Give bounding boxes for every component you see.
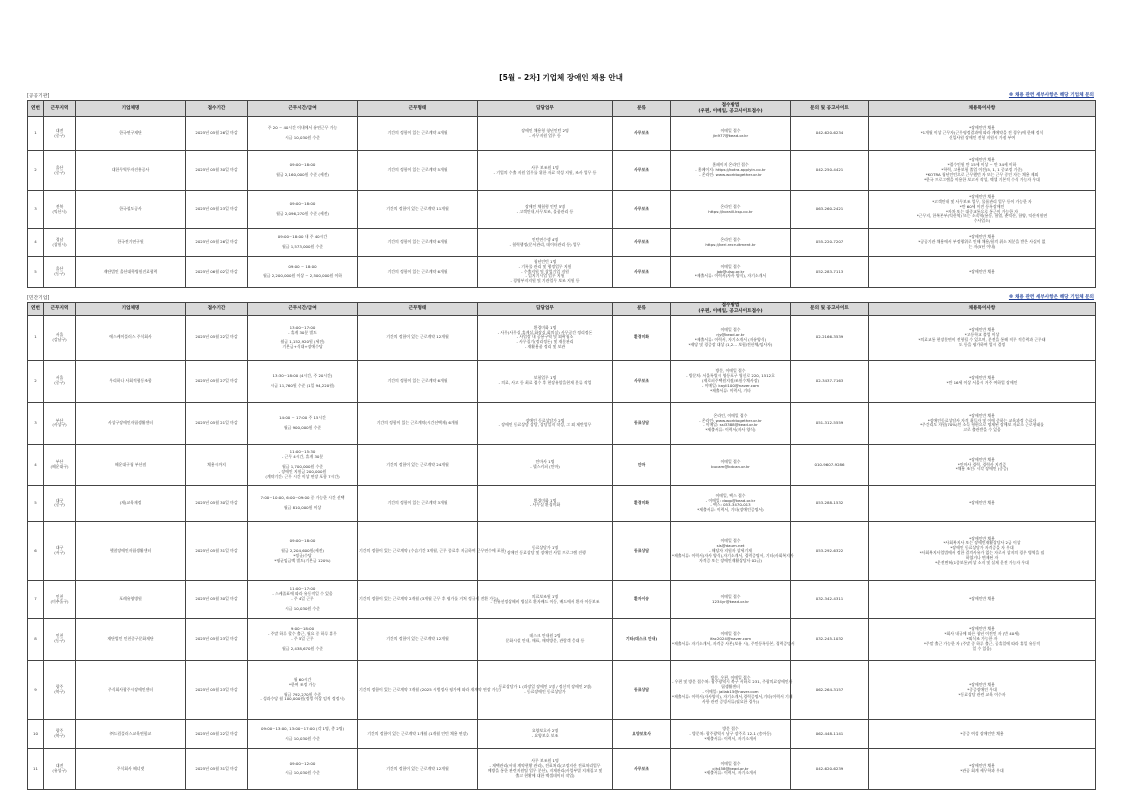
cell-region: 광주 (북구)	[44, 720, 76, 749]
cell-period: 2025년 05월 27일 마감	[186, 360, 248, 402]
cell-period: 2025년 05월 26일 마감	[186, 117, 248, 151]
cell-duty: 사무 보조원 1명 - 기업의 수출 지원 업무를 위한 자료 작성 지원, 조사 업무 등	[478, 151, 613, 191]
cell-contact: 063-260-2421	[791, 191, 869, 229]
cell-period: 2025년 05월 26일 마감	[186, 229, 248, 257]
cell-apply: 이메일 접수 1234yr@kead.or.kr	[671, 581, 791, 618]
cell-no: 2	[28, 360, 44, 402]
cell-type: 기간의 정함이 있는 근로계약 12개월	[358, 748, 478, 789]
cell-category: 사무보조	[613, 191, 671, 229]
header-pay: 근무시간/급여	[248, 303, 358, 316]
private-jobs-table	[27, 302, 1096, 790]
cell-pay: 09:00~12:00 시급 10,030원 수준	[248, 748, 358, 789]
cell-type: 기간의 정함이 있는 근로계약 (수습기간 3개월, 근무 종료후 지급하여 근무연수에 포함)	[358, 521, 478, 581]
cell-contact: 062-264-3157	[791, 660, 869, 720]
cell-note: *중증 여성 장애인만 채용	[869, 720, 1096, 749]
table-row	[28, 445, 1096, 486]
header-region: 근무지역	[44, 303, 76, 316]
cell-region: 대구 (중구)	[44, 485, 76, 521]
cell-contact: 02-3437-7163	[791, 360, 869, 402]
cell-period: 2025년 05월 30일 마감	[186, 485, 248, 521]
cell-note: *장애인만 채용 *만 16세 이상 서울시 거주 여하업 장애인	[869, 360, 1096, 402]
cell-company: 우리하나 사회적협동조합	[76, 360, 186, 402]
cell-note: *장애인만 채용 *공공기관 채용에서 부정행위로 인해 채용/합격 취소 처분을 받은 사실이 없 는 자(5년 이내)	[869, 229, 1096, 257]
header-apply: 접수방법 (우편, 이메일, 공고사이트접수)	[671, 101, 791, 117]
table-row	[28, 748, 1096, 789]
cell-no: 4	[28, 229, 44, 257]
cell-type: 기간의 정함이 있는 근로계약 5개월	[358, 151, 478, 191]
cell-apply: 방문 접수 - 방문처: 광주광역시 남구 장주로 12-1 (송아동) *제출서류: 이력서, 자기소개서	[671, 720, 791, 749]
cell-duty: 의료보조원 1명 - 건유선정상해비 병실로 환자배드 이동, 배드에서 환자 이동보조	[478, 581, 613, 618]
cell-duty: 장애인 채용형 청년인턴 2명 - 사무지원 업무 등	[478, 117, 613, 151]
cell-apply: 이메일, 팩스 접수 - 이메일: daqp@kead.or.kr - 팩스: 053-3470-013 *제출서류: 이력서, 기타(장애인증명서)	[671, 485, 791, 521]
cell-period: 2025년 05월 22일 마감	[186, 720, 248, 749]
cell-duty: 동료상담가 1 (과장일 장애인 1명 / 정신적 장애인 2명) - 동료장애인 동료상담가	[478, 660, 613, 720]
cell-category: 환경미화	[613, 485, 671, 521]
cell-apply: 이메일 접수 job@ulsp.or.kr *제출서류: 이력서(자사 양식), 자기소개서	[671, 257, 791, 288]
cell-pay: 7:00~10:00, 6:00~09:00 중 가능한 시간 선택 월급 810,000원 이상	[248, 485, 358, 521]
public-section-label: [공공기관]	[27, 94, 50, 99]
cell-contact: 051-312-5559	[791, 402, 869, 444]
cell-contact: 010-9607-9286	[791, 445, 869, 486]
cell-apply: 온라인 접수 https://koraill.ksp.co.kr	[671, 191, 791, 229]
cell-period: 2025년 05월 21일 마감	[186, 402, 248, 444]
cell-type: 기간의 정함이 있는 근로계약 12개월	[358, 316, 478, 361]
cell-type: 기간의 정함이 있는 근로계약 11개월	[358, 191, 478, 229]
header-duty: 담당업무	[478, 101, 613, 117]
header-note: 채용특이사항	[869, 303, 1096, 316]
cell-type: 기간의 정함이 있는 근로계약 3개월	[358, 485, 478, 521]
header-no: 연번	[28, 303, 44, 316]
header-contact: 문의 및 공고사이트	[791, 303, 869, 316]
cell-company: 대한무역투자진흥공사	[76, 151, 186, 191]
cell-note: *장애인만 채용 *접수인원 만 15세 이상 ~ 만 34세 이하 *학력, 고용보험 졸업 이전(5, 1, 1 중교정 기준) *KOTRA 청년인턴으로 근무했던 자 또는 근무 중인 자는 채용 제외 *한국 프로그램을 이용한 보고서 작성, 엑셀 기본적 수식 가능자 우대	[869, 151, 1096, 191]
cell-no: 5	[28, 485, 44, 521]
cell-region: 울산 (중구)	[44, 151, 76, 191]
cell-apply: 이메일 접수 jin977@kead.or.kr	[671, 117, 791, 151]
cell-company: 주식회사광주시장애인센터	[76, 660, 186, 720]
cell-apply: 이메일 접수 rjy@kead.or.kr *제출서류: 이력서, 자기소개서 (자유양식) *제당 및 경증장 대상 (1,2... 보험/전산체/임사자)	[671, 316, 791, 361]
table-row	[28, 316, 1096, 361]
cell-note: *장애인만 채용 *중증장애인 우대 *동료상담 관련 교육 이수자	[869, 660, 1096, 720]
cell-pay: 09:00~13:00, 13:00~17:00 (각 1명, 총 2명) 시급 10,030원 수준	[248, 720, 358, 749]
table-row	[28, 660, 1096, 720]
cell-no: 4	[28, 445, 44, 486]
cell-category: 동료상담	[613, 660, 671, 720]
header-company: 기업체명	[76, 303, 186, 316]
cell-region: 대전 (중구)	[44, 117, 76, 151]
cell-note: *장애인만 채용	[869, 485, 1096, 521]
cell-duty: 장애인 체험형 인턴 5명 - 고객안내,사무보조, 물품관리 등	[478, 191, 613, 229]
cell-contact: 052-283-7113	[791, 257, 869, 288]
cell-category: 안마	[613, 445, 671, 486]
cell-no: 3	[28, 402, 44, 444]
header-pay: 근무시간/급여	[248, 101, 358, 117]
cell-contact: 042-620-6239	[791, 748, 869, 789]
cell-type: 기간의 정함이 있는 근로계약 1개월 (1개월 인턴 채용 연장)	[358, 720, 478, 749]
cell-type: 기간의 정함이 있는 근로계약 12개월	[358, 618, 478, 660]
cell-note: *장애인만 채용 *안마사 경력, 경력사 지격증 *채용 조건: 시각 장애인 (중증)	[869, 445, 1096, 486]
cell-category: 환경미화	[613, 316, 671, 361]
cell-pay: 13:30~18:00 (4시간, 주 20시간) 시급 11,760원 수준 (1일 94,220원)	[248, 360, 358, 402]
cell-note: *장애인만 채용	[869, 581, 1096, 618]
table-row	[28, 229, 1096, 257]
cell-duty: 장애인 동료상담가 2명 - 장애인 동료상담 상담, 상담일지 작성, 그 외 제반업무	[478, 402, 613, 444]
cell-company: 에스케이플러스 주식회사	[76, 316, 186, 361]
header-period: 접수기간	[186, 303, 248, 316]
cell-duty: 인턴연수생 4명 - 협력행정(문서관리, 데이터관리 등) 업무	[478, 229, 613, 257]
public-jobs-table	[27, 100, 1096, 288]
cell-type: 기간의 정함이 있는 근로계약(시간선택제) 6개월	[358, 402, 478, 444]
cell-category: 요양보호사	[613, 720, 671, 749]
cell-company: 포레유영병원	[76, 581, 186, 618]
cell-type: 기간의 정함이 있는 근로계약 6개월	[358, 257, 478, 288]
cell-company: 해운대구청 부산점	[76, 445, 186, 486]
cell-region: 인천 (동구)	[44, 618, 76, 660]
table-row	[28, 402, 1096, 444]
cell-no: 7	[28, 581, 44, 618]
cell-note: *장애인만 채용 *관공 회계 세무학과 우대	[869, 748, 1096, 789]
table-row	[28, 521, 1096, 581]
table-row	[28, 618, 1096, 660]
cell-pay: 13:00~17:00 - 휴게 30분 별도 월급 1,152,920원 (세전) 기본급+식대+장애수당	[248, 316, 358, 361]
cell-company: 한국연구재단	[76, 117, 186, 151]
cell-note: *장애인만 채용 *고객안내 및 사무보조 업무, 물품관리 업무 등이 가능한 자 *만 60세 이전 등록장애인 *자차 또는 대중교통으로 통근이 가능한 자 *근무지, 한복본부(익산역) 또는 소속역(용동, 함열, 춘익산, 함양, 익산직원연 수사업소)	[869, 191, 1096, 229]
cell-duty: 동료상담가 1명 - 장애인 동료상담 및 장애인 사업 프로그램 진행	[478, 521, 613, 581]
cell-duty: 안마사 1명 - 헬스키퍼 (안마)	[478, 445, 613, 486]
cell-contact: 032-245-1032	[791, 618, 869, 660]
cell-category: 기타(데스크 안내)	[613, 618, 671, 660]
cell-apply: 방문, 우편, 이메일 접수 - 우편 및 방문 접수처: 광주광역시 북구 서하로 231, 주광의료장애인자 립생활센터 - 이메일: jailab15@naver.com *제출서류: 이력서(자사양식), 자기소개서,경력증명서,기타(이력서 기재 사항 관련 증빙서류(필요한 경우))	[671, 660, 791, 720]
cell-category: 동료상담	[613, 402, 671, 444]
cell-duty: 환경미화 1명 - 사무(사무실,휴게실,화장실,회의실) 사무공간 정리정돈 - 사업장 내 공용구역 및 외곽청소 - 사무집기(정리정돈) 및 재분관리 - 재활용품 정리 및 보관	[478, 316, 613, 361]
cell-apply: 이메일 접수 ifac2024@naver.com *제출서류: 자기소개서, 자격증 사본(보유 시), 주민등록등본, 경력증명서	[671, 618, 791, 660]
cell-category: 사무보조	[613, 360, 671, 402]
cell-no: 11	[28, 748, 44, 789]
table-row	[28, 257, 1096, 288]
cell-duty: 요양보호사 2명 - 요양보호 보조	[478, 720, 613, 749]
cell-contact: 042-250-4421	[791, 151, 869, 191]
cell-category: 환자이송	[613, 581, 671, 618]
cell-region: 부산 (해운대구)	[44, 445, 76, 486]
cell-note: *장애인만 채용 *사회복지사 또는 장애인재활상담사 2급 이상 *장애인 동료상담가 자격증을 자 우대 *사회복지사업법에서 정한 결격사유가 없는 자로서 상지의 경우 병역을 필 하였거나 면제된 자 *운전면허(1종보통)이상 소지 및 실제 운전 가능자 우대	[869, 521, 1096, 581]
cell-type: 기간의 정함이 있는 근로계약 24개월	[358, 445, 478, 486]
cell-duty: 데스크 안내원 2명 문화시설 안내, 매표, 매약방문, 관람객 응대 등	[478, 618, 613, 660]
cell-apply: 홈페이지 온라인 접수 - 홈페이지: https://kotra.applyin.co.kr - 온라인: www.worktogether.or.kr	[671, 151, 791, 191]
cell-company: 한국철도공사	[76, 191, 186, 229]
cell-duty: 보험업무 1명 - 의료, 사고 등 최료 접수 후 현장유암을현재 분류 작업	[478, 360, 613, 402]
header-apply: 접수방법 (우편, 이메일, 공고사이트접수)	[671, 303, 791, 316]
cell-pay: 주 20 ~ 40시간 이내에서 유연근무 가능 시급 10,030원 수준	[248, 117, 358, 151]
cell-type: 기간의 정함이 있는 근로계약 6개월	[358, 360, 478, 402]
cell-no: 3	[28, 191, 44, 229]
table-row	[28, 117, 1096, 151]
cell-duty: 환경미화 1명 - 사무실 환경미화	[478, 485, 613, 521]
table-row	[28, 720, 1096, 749]
table-row	[28, 485, 1096, 521]
cell-pay: 09:00~18:00 월급 2,096,270원 수준 (세전)	[248, 191, 358, 229]
cell-note: *장애인만 채용 *회사 내규에 따른 청년 이전인 자 (만 40세) *외식조 가능한 자 *주말 출근 가능한 자 (주말 중 하루 출근, 공휴일에 따라 휴일 유동적 일 수 있음)	[869, 618, 1096, 660]
cell-region: 광주 (북구)	[44, 660, 76, 720]
header-category: 분류	[613, 101, 671, 117]
cell-period: 2025년 05월 23일 마감	[186, 660, 248, 720]
cell-contact: 042-620-6234	[791, 117, 869, 151]
cell-period: 2025년 05월 22일 마감	[186, 316, 248, 361]
header-period: 접수기간	[186, 101, 248, 117]
table-row	[28, 581, 1096, 618]
cell-note: *장애인만 채용 *장애인동료상담사 자격 취득자 및 이에 준하는 교육과정 수료자 *주간리도 자원(70%)인 소득 형편으로 명제된 장애보 자료소 근로형태를 고로 출관받을 수 있음	[869, 402, 1096, 444]
cell-company: 재단법인 인천중구문화재단	[76, 618, 186, 660]
cell-region: 경남 (창원시)	[44, 229, 76, 257]
cell-pay: 11:00~15:30 - 근무 4시간, 휴게 30분 월급 1,700,000원 수준 - 장애인 지원금 200,000원 (계약기간: 근무 시간 이상 연장 포함 7시간)	[248, 445, 358, 486]
cell-contact: 055-220-7207	[791, 229, 869, 257]
header-note: 채용특이사항	[869, 101, 1096, 117]
cell-period: 2025년 05월 30일 마감	[186, 151, 248, 191]
public-section-note: ※ 채용 관련 세부사항은 해당 기업체 문의	[1008, 93, 1094, 98]
cell-period: 2025년 05월 31일 마감	[186, 521, 248, 581]
cell-contact: 053-292-6322	[791, 521, 869, 581]
cell-category: 동료상담	[613, 521, 671, 581]
cell-pay: 11:00~17:00 - 스케줄표에 따라 유동적일 수 있음 - 주 4일 근무 시급 10,030원 수준	[248, 581, 358, 618]
cell-company: ㈜드림플러스교육연합교	[76, 720, 186, 749]
header-no: 연번	[28, 101, 44, 117]
cell-region: 부산 (사상구)	[44, 402, 76, 444]
cell-company: (재)교육재정	[76, 485, 186, 521]
table-row	[28, 191, 1096, 229]
cell-type: 기간의 정함이 있는 근로계약 7개월 (2025 시범정사 평가에 따라 재계약 연장 가능)	[358, 660, 478, 720]
cell-pay: 09:00 ~ 18:00 월급 2,200,000원 이상 ~ 2,500,000원 이하	[248, 257, 358, 288]
cell-type: 기간의 정함이 있는 근로계약 6개월	[358, 229, 478, 257]
header-duty: 담당업무	[478, 303, 613, 316]
cell-period: 2025년 05월 30일 마감	[186, 581, 248, 618]
header-contact: 문의 및 공고사이트	[791, 101, 869, 117]
cell-apply: 온라인 접수 https://keri.recruitment.kr	[671, 229, 791, 257]
cell-category: 사무보조	[613, 257, 671, 288]
cell-no: 6	[28, 521, 44, 581]
cell-period: 2025년 06월 02일 마감	[186, 257, 248, 288]
cell-company: 한국전기연구원	[76, 229, 186, 257]
cell-pay: 09:00~18:00 월급 2,160,000원 수준 (세전)	[248, 151, 358, 191]
header-type: 근무형태	[358, 303, 478, 316]
cell-type: 기간의 정함이 있는 근로계약 2개월 (3개월 근무 후 평가를 거쳐 정규직 전환 가능)	[358, 581, 478, 618]
cell-note: *장애인만 채용 *고등학교 졸업 이상 *의료교통 현장분면이 전형될 수 있으며, 분전을 통해 직무 적응력과 근무태 도 등을 평가하여 업시 결정	[869, 316, 1096, 361]
cell-contact: 053-288-1532	[791, 485, 869, 521]
cell-contact: 02-2166-3539	[791, 316, 869, 361]
cell-category: 사무보조	[613, 117, 671, 151]
cell-company: 주식회사 해너넷	[76, 748, 186, 789]
cell-no: 8	[28, 618, 44, 660]
cell-region: 서울 (강남구)	[44, 316, 76, 361]
cell-type: 기간의 정함이 있는 근로계약 4개월	[358, 117, 478, 151]
cell-apply: 이메일 접수 cjh458@kead.or.kr *제출서류: 이력서, 자기소개서	[671, 748, 791, 789]
cell-contact: 062-448-1141	[791, 720, 869, 749]
cell-region: 전북 (익산시)	[44, 191, 76, 229]
cell-pay: 14:00 ~ 17:00 주 15시간 월급 900,000원 수준	[248, 402, 358, 444]
cell-contact: 032-342-4311	[791, 581, 869, 618]
cell-pay: 월 60시간 *한여 조정 가능 월급 792,270원 수준 - 성과수당 월 100,000원(정정 이상 임직 정정시)	[248, 660, 358, 720]
private-section-label: [민간기업]	[27, 296, 50, 301]
cell-no: 9	[28, 660, 44, 720]
cell-note: *장애인만 채용 *1개월 이상 근무자(근무평정결과에 따라 계에약을 전 경우)에 한해 정식 신입사원 장애인 전형 지원시 가점 부여	[869, 117, 1096, 151]
cell-apply: 이메일 접수 sis@daum.net - 해당자 지원자 상세기재 *제출서류: 이력서(자사 양식),자기소개서, 경력증명서, 기타(사회복지사 자격증 또는 장애인재활상담사 02급)	[671, 521, 791, 581]
cell-region: 대구 (서구)	[44, 521, 76, 581]
cell-region: 인천 (미추홀구)	[44, 581, 76, 618]
cell-no: 1	[28, 316, 44, 361]
cell-apply: 방문, 이메일 접수 - 방문처: 서울특별시 영등포구 영신로 220, 1512호 (제로퍼주택원지점/조원수채사장) - 이메일: kayli100@naver.com *제출서류: 이력서, 기타	[671, 360, 791, 402]
header-type: 근무형태	[358, 101, 478, 117]
cell-company: 사상구장애인자립생활센터	[76, 402, 186, 444]
cell-company: 햇참장애인자립생활센터	[76, 521, 186, 581]
cell-note: *장애인만 채용	[869, 257, 1096, 288]
cell-apply: 온라인, 이메일 접수 - 온라인: www.worktogether.or.kr - 이메일: ssi3388@kead.or.kr *제출서류: 이력서(자사 양식)	[671, 402, 791, 444]
cell-no: 10	[28, 720, 44, 749]
cell-category: 사무보조	[613, 151, 671, 191]
page-title: [5월 – 2차] 기업체 장애인 채용 안내	[499, 73, 623, 82]
table-row	[28, 151, 1096, 191]
cell-region: 서울 (중구)	[44, 360, 76, 402]
cell-pay: 09:00~18:00 내 주 40시간 월급 1,573,000원 수준	[248, 229, 358, 257]
cell-duty: 사무 보조원 1명 - 재택관리(서내 계약현황 관리), 전표처리(고정지산 전표처리업무 예방을 통한 관련지원팀 업무 분산), 지재관리(사업부별 지재집고 및 출고 현황에 대한 엑셀데이터 작업)	[478, 748, 613, 789]
cell-company: 재단법인 울산대학병원진료협력	[76, 257, 186, 288]
cell-region: 울산 (동구)	[44, 257, 76, 288]
cell-apply: 이메일 접수 bucam@kdcan.or.kr	[671, 445, 791, 486]
cell-pay: 9:00~18:00 - 주말 하루 할수 출근, 월요 중 하루 휴무 - 주 5일 근무 월급 2,438,670원 수준	[248, 618, 358, 660]
cell-no: 2	[28, 151, 44, 191]
cell-pay: 09:00~18:00 월급 2,204,600원(세전) *정규/수당 *평균임금액 별도(기본급 120%)	[248, 521, 358, 581]
cell-category: 사무보조	[613, 229, 671, 257]
cell-period: 2025년 05월 23일 마감	[186, 618, 248, 660]
header-company: 기업체명	[76, 101, 186, 117]
header-category: 분류	[613, 303, 671, 316]
cell-duty: 청년인턴 1명 - 기록물 관리 및 행정업무 지원 - 수출지원 및 창업기업 지원 - 입지기시업 업무 지원 - 경영부지지원 및 기관업무 보조 지원 등	[478, 257, 613, 288]
cell-period: 2025년 05월 23일 마감	[186, 191, 248, 229]
cell-period: 2025년 05월 31일 마감	[186, 748, 248, 789]
cell-region: 대전 (유성구)	[44, 748, 76, 789]
cell-no: 1	[28, 117, 44, 151]
table-row	[28, 360, 1096, 402]
cell-no: 5	[28, 257, 44, 288]
cell-category: 사무보조	[613, 748, 671, 789]
header-region: 근무지역	[44, 101, 76, 117]
private-section-note: ※ 채용 관련 세부사항은 해당 기업체 문의	[1008, 295, 1094, 300]
cell-period: 채용시까지	[186, 445, 248, 486]
